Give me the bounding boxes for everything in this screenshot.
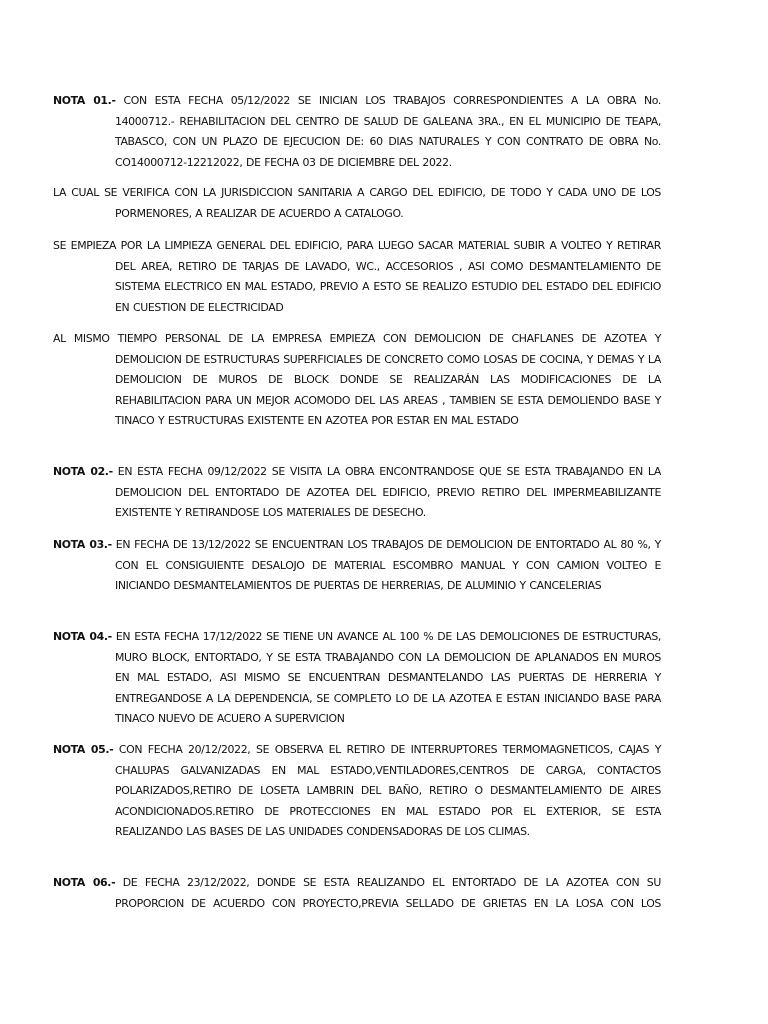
paragraph-nota-02: [53, 462, 661, 524]
paragraph-nota-03: [53, 535, 661, 597]
note-label: NOTA 05.-: [53, 743, 114, 756]
paragraph-text: DE FECHA 23/12/2022, DONDE SE ESTA REALIZANDO EL ENTORTADO DE LA AZOTEA CON SU PROPORCION DE ACUERDO CON PROYECTO,PREVIA SELLADO DE GRIETAS EN LA LOSA CON LOS: [115, 876, 661, 910]
paragraph-demolition: [53, 329, 661, 432]
paragraph-nota-01: [53, 91, 661, 173]
note-label: NOTA 02.-: [53, 465, 113, 478]
paragraph-text: EN FECHA DE 13/12/2022 SE ENCUENTRAN LOS TRABAJOS DE DEMOLICION DE ENTORTADO AL 80 %, Y CON EL CONSIGUIENTE DESALOJO DE MATERIAL ESCOMBRO MANUAL Y CON CAMION VOLTEO E INICIANDO DESMANTELAMIENTOS DE PUERTAS DE HERRERIAS, DE ALUMINIO Y CANCELERIAS: [111, 538, 661, 593]
paragraph-text: LA CUAL SE VERIFICA CON LA JURISDICCION SANITARIA A CARGO DEL EDIFICIO, DE TODO Y CADA UNO DE LOS PORMENORES, A REALIZAR DE ACUERDO A CATALOGO.: [53, 186, 661, 220]
paragraph-text: EN ESTA FECHA 09/12/2022 SE VISITA LA OBRA ENCONTRANDOSE QUE SE ESTA TRABAJANDO EN LA DEMOLICION DEL ENTORTADO DE AZOTEA DEL EDIFICIO, PREVIO RETIRO DEL IMPERMEABILIZANTE EXISTENTE Y RETIRANDOSE LOS MATERIALES DE DESECHO.: [112, 465, 662, 520]
note-label: NOTA 04.-: [53, 630, 112, 643]
paragraph-cleaning: [53, 236, 661, 318]
paragraph-nota-04: [53, 627, 661, 730]
note-label: NOTA 03.-: [53, 538, 112, 551]
note-label: NOTA 06.-: [53, 876, 116, 889]
paragraph-nota-06: [53, 873, 661, 914]
paragraph-text: CON ESTA FECHA 05/12/2022 SE INICIAN LOS TRABAJOS CORRESPONDIENTES A LA OBRA No. 14000712.- REHABILITACION DEL CENTRO DE SALUD DE GALEANA 3RA., EN EL MUNICIPIO DE TEAPA, TABASCO, CON UN PLAZO DE EJECUCION DE: 60 DIAS NATURALES Y CON CONTRATO DE OBRA No. CO14000712-12212022, DE FECHA 03 DE DICIEMBRE DEL 2022.: [115, 94, 661, 169]
note-label: NOTA 01.-: [53, 94, 116, 107]
paragraph-text: CON FECHA 20/12/2022, SE OBSERVA EL RETIRO DE INTERRUPTORES TERMOMAGNETICOS, CAJAS Y CHALUPAS GALVANIZADAS EN MAL ESTADO,VENTILADORES,CENTROS DE CARGA, CONTACTOS POLARIZADOS,RETIRO DE LOSETA LAMBRIN DEL BAÑO, RETIRO O DESMANTELAMIENTO DE AIRES ACONDICIONADOS.RETIRO DE PROTECCIONES EN MAL ESTADO POR EL EXTERIOR, SE ESTA REALIZANDO LAS BASES DE LAS UNIDADES CONDENSADORAS DE LOS CLIMAS.: [113, 743, 661, 839]
paragraph-nota-05: [53, 740, 661, 843]
paragraph-text: SE EMPIEZA POR LA LIMPIEZA GENERAL DEL EDIFICIO, PARA LUEGO SACAR MATERIAL SUBIR A VOLTEO Y RETIRAR DEL AREA, RETIRO DE TARJAS DE LAVADO, WC., ACCESORIOS , ASI COMO DESMANTELAMIENTO DE SISTEMA ELECTRICO EN MAL ESTADO, PREVIO A ESTO SE REALIZO ESTUDIO DEL ESTADO DEL EDIFICIO EN CUESTION DE ELECTRICIDAD: [53, 239, 661, 314]
paragraph-text: EN ESTA FECHA 17/12/2022 SE TIENE UN AVANCE AL 100 % DE LAS DEMOLICIONES DE ESTRUCTURAS, MURO BLOCK, ENTORTADO, Y SE ESTA TRABAJANDO CON LA DEMOLICION DE APLANADOS EN MUROS EN MAL ESTADO, ASI MISMO SE ENCUENTRAN DESMANTELANDO LAS PUERTAS DE HERRERIA Y ENTREGANDOSE A LA DEPENDENCIA, SE COMPLETO LO DE LA AZOTEA E ESTAN INICIANDO BASE PARA TINACO NUEVO DE ACUERO A SUPERVICION: [111, 630, 661, 726]
paragraph-text: AL MISMO TIEMPO PERSONAL DE LA EMPRESA EMPIEZA CON DEMOLICION DE CHAFLANES DE AZOTEA Y DEMOLICION DE ESTRUCTURAS SUPERFICIALES DE CONCRETO COMO LOSAS DE COCINA, Y DEMAS Y LA DEMOLICION DE MUROS DE BLOCK DONDE SE REALIZARÁN LAS MODIFICACIONES DE LA REHABILITACION PARA UN MEJOR ACOMODO DEL LAS AREAS , TAMBIEN SE ESTA DEMOLIENDO BASE Y TINACO Y ESTRUCTURAS EXISTENTE EN AZOTEA POR ESTAR EN MAL ESTADO: [53, 332, 661, 428]
paragraph-verification: [53, 183, 661, 224]
